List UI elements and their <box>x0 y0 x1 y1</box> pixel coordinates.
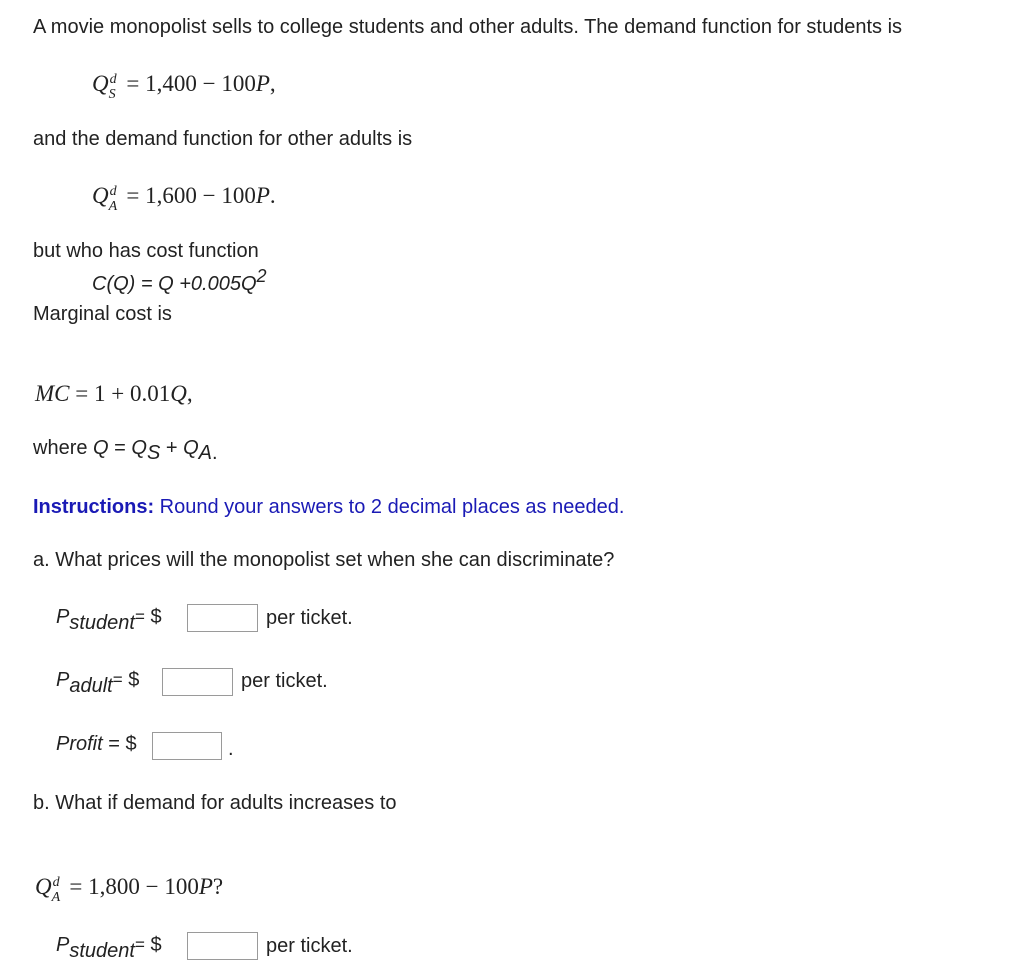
p-adult-suffix: per ticket. <box>241 670 328 692</box>
marginal-cost-intro: Marginal cost is <box>33 303 172 325</box>
new-adult-demand-equation: Q d A = 1,800 − 100P? <box>35 874 224 905</box>
part-a-question: a. What prices will the monopolist set when she can discriminate? <box>33 549 615 571</box>
profit-label: Profit = $ <box>56 733 137 755</box>
p-student-suffix: per ticket. <box>266 607 353 629</box>
profit-input[interactable] <box>152 732 222 760</box>
p-student-label: Pstudent= $ <box>56 606 162 634</box>
part-b-p-student-input[interactable] <box>187 932 258 960</box>
part-b-p-student-label: Pstudent= $ <box>56 934 162 962</box>
cost-function-intro: but who has cost function <box>33 240 259 262</box>
intro-text: A movie monopolist sells to college students and other adults. The demand function for students is <box>33 16 903 38</box>
p-adult-label: Padult= $ <box>56 669 140 697</box>
part-b-p-student-suffix: per ticket. <box>266 935 353 957</box>
adult-demand-intro: and the demand function for other adults is <box>33 128 413 150</box>
where-clause: where Q = QS + QA. <box>33 437 218 464</box>
instructions: Instructions: Round your answers to 2 decimal places as needed. <box>33 496 625 518</box>
student-demand-equation: Q d S = 1,400 − 100P, <box>92 71 276 102</box>
profit-suffix: . <box>228 738 234 760</box>
cost-function: C(Q) = Q +0.005Q2 <box>92 266 267 295</box>
part-b-question: b. What if demand for adults increases to <box>33 792 397 814</box>
adult-demand-equation: Q d A = 1,600 − 100P. <box>92 183 276 214</box>
p-adult-input[interactable] <box>162 668 233 696</box>
p-student-input[interactable] <box>187 604 258 632</box>
marginal-cost-equation: MC = 1 + 0.01Q, <box>35 381 193 406</box>
